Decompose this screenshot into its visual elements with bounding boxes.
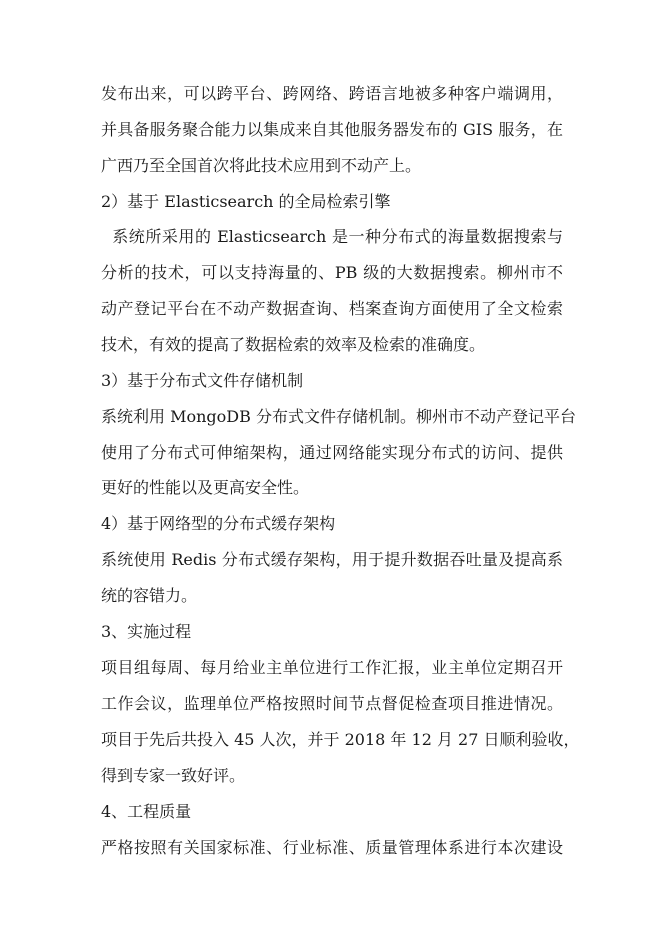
body-text-line: 项目于先后共投入 45 人次，并于 2018 年 12 月 27 日顺利验收， — [101, 730, 580, 749]
body-text-line: 系统所采用的 Elasticsearch 是一种分布式的海量数据搜索与 — [101, 227, 563, 246]
body-text-line: 广西乃至全国首次将此技术应用到不动产上。 — [101, 156, 422, 175]
body-text-line: 分析的技术，可以支持海量的、PB 级的大数据搜索。柳州市不 — [101, 263, 563, 282]
section-heading: 3）基于分布式文件存储机制 — [101, 371, 304, 390]
body-text-line: 得到专家一致好评。 — [101, 766, 246, 785]
body-text-line: 系统利用 MongoDB 分布式文件存储机制。柳州市不动产登记平台 — [101, 407, 576, 426]
body-text-line: 项目组每周、每月给业主单位进行工作汇报，业主单位定期召开 — [101, 658, 563, 677]
body-text-line: 动产登记平台在不动产数据查询、档案查询方面使用了全文检索 — [101, 299, 563, 318]
section-heading: 2）基于 Elasticsearch 的全局检索引擎 — [101, 192, 391, 211]
section-heading: 4、工程质量 — [101, 802, 192, 821]
section-heading: 3、实施过程 — [101, 622, 192, 641]
body-text-line: 使用了分布式可伸缩架构，通过网络能实现分布式的访问、提供 — [101, 443, 563, 462]
body-text-line: 并具备服务聚合能力以集成来自其他服务器发布的 GIS 服务，在 — [101, 120, 563, 139]
body-text-line: 统的容错力。 — [101, 586, 198, 605]
section-heading: 4）基于网络型的分布式缓存架构 — [101, 514, 336, 533]
body-text-line: 更好的性能以及更高安全性。 — [101, 478, 310, 497]
body-text-line: 系统使用 Redis 分布式缓存架构，用于提升数据吞吐量及提高系 — [101, 550, 563, 569]
body-text-line: 工作会议，监理单位严格按照时间节点督促检查项目推进情况。 — [101, 694, 563, 713]
body-text-line: 发布出来，可以跨平台、跨网络、跨语言地被多种客户端调用， — [101, 84, 563, 103]
body-text-line: 技术，有效的提高了数据检索的效率及检索的准确度。 — [101, 335, 486, 354]
body-text-line: 严格按照有关国家标准、行业标准、质量管理体系进行本次建设 — [101, 838, 563, 857]
